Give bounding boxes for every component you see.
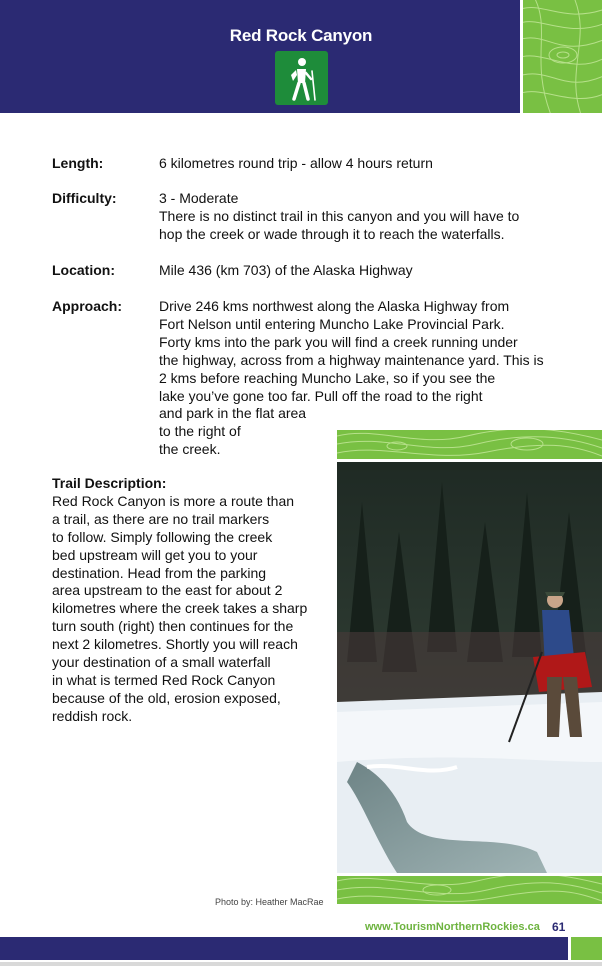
- difficulty-label: Difficulty:: [52, 190, 117, 206]
- trail-description-heading: Trail Description:: [52, 475, 167, 491]
- trail-line: turn south (right) then continues for the: [52, 618, 294, 635]
- hiker-creek-photo: [337, 462, 602, 873]
- trail-line: Red Rock Canyon is more a route than: [52, 492, 295, 509]
- location-label: Location:: [52, 262, 115, 278]
- trail-line: reddish rock.: [52, 707, 133, 724]
- page-title: Red Rock Canyon: [229, 26, 373, 45]
- trail-line: to follow. Simply following the creek: [52, 528, 273, 545]
- difficulty-value: [159, 190, 519, 244]
- page-edge: [0, 962, 602, 966]
- length-value: 6 kilometres round trip - allow 4 hours return: [159, 155, 433, 171]
- topo-lines: [523, 0, 602, 113]
- footer-green-block: [571, 937, 602, 960]
- approach-line: the highway, across from a highway maintenance yard. This is: [159, 351, 544, 368]
- approach-line: Forty kms into the park you will find a creek running under: [159, 333, 518, 350]
- trail-line: your destination of a small waterfall: [52, 654, 271, 671]
- trail-line: destination. Head from the parking: [52, 564, 267, 581]
- trail-line: because of the old, erosion exposed,: [52, 689, 281, 706]
- approach-label: Approach:: [52, 298, 122, 314]
- topo-pattern-header: [523, 0, 602, 113]
- header-band: [0, 0, 520, 113]
- approach-line: Drive 246 kms northwest along the Alaska Highway from: [159, 298, 510, 314]
- topo-lines: [337, 876, 602, 904]
- topo-strip-top: [337, 430, 602, 459]
- trail-line: next 2 kilometres. Shortly you will reach: [52, 636, 298, 653]
- hiker-icon: [275, 51, 328, 105]
- trail-line: kilometres where the creek takes a sharp: [52, 600, 308, 617]
- difficulty-line: 3 - Moderate: [159, 190, 239, 206]
- trail-description: [52, 475, 307, 726]
- difficulty-line: There is no distinct trail in this canyon and you will have to: [159, 207, 520, 224]
- difficulty-line: hop the creek or wade through it to reach the waterfalls.: [159, 225, 505, 242]
- trail-line: a trail, as there are no trail markers: [52, 510, 270, 527]
- location-value: Mile 436 (km 703) of the Alaska Highway: [159, 262, 413, 278]
- photo-image: [337, 462, 602, 873]
- topo-strip-bottom: [337, 876, 602, 904]
- approach-line: lake you’ve gone too far. Pull off the road to the right: [159, 387, 483, 404]
- page-number: 61: [552, 920, 566, 934]
- hiker-badge: [275, 51, 328, 105]
- footer-band: [0, 937, 568, 960]
- trail-line: in what is termed Red Rock Canyon: [52, 671, 276, 688]
- approach-line: to the right of: [159, 423, 241, 440]
- trail-line: bed upstream will get you to your: [52, 546, 258, 563]
- photo-credit: Photo by: Heather MacRae: [215, 897, 324, 907]
- approach-line: 2 kms before reaching Muncho Lake, so if you see the: [159, 369, 496, 386]
- website-link[interactable]: www.TourismNorthernRockies.ca: [365, 921, 540, 933]
- length-label: Length:: [52, 155, 104, 171]
- trail-line: area upstream to the east for about 2: [52, 582, 283, 599]
- approach-line: and park in the flat area: [159, 405, 307, 422]
- approach-line: Fort Nelson until entering Muncho Lake Provincial Park.: [159, 315, 505, 332]
- approach-line: the creek.: [159, 441, 221, 458]
- topo-lines: [337, 430, 602, 459]
